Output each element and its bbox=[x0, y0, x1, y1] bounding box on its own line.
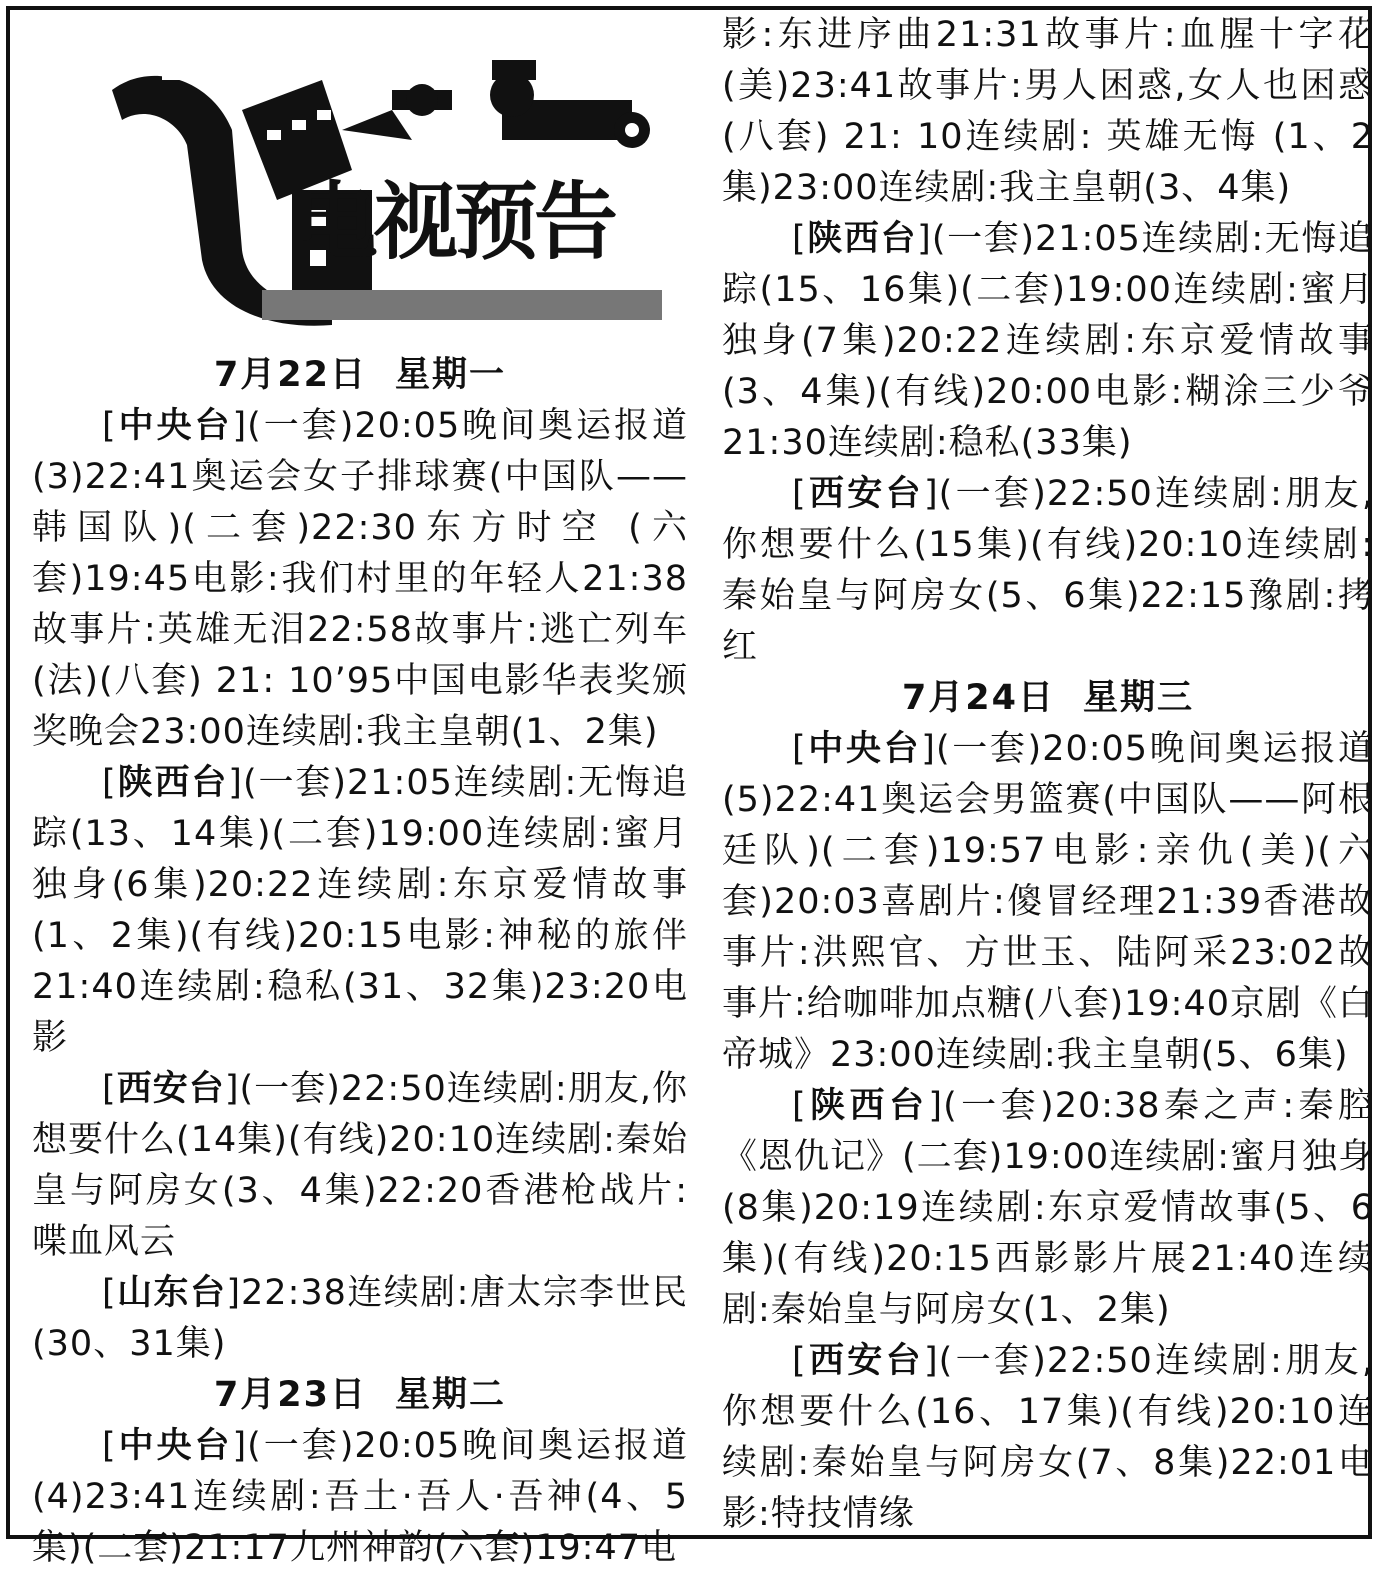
station-name: 中央台 bbox=[806, 729, 922, 769]
weekday-text: 星期一 bbox=[395, 355, 507, 395]
program-text: (一套)20:05晚间奥运报道(5)22:41奥运会男篮赛(中国队——阿根廷队)(二套)19:57电影:亲仇(美)(六套)20:03喜剧片:傻冒经理21:39香港故事片:洪熙官、方世玉、陆阿采23:02故事片:给咖啡加点糖(八套)19:40京剧《白帝城》23:00连续剧:我主皇朝(5、6集) bbox=[722, 729, 1374, 1075]
right-column bbox=[722, 10, 1374, 1540]
program-text: (一套)20:38秦之声:秦腔《恩仇记》(二套)19:00连续剧:蜜月独身(8集)20:19连续剧:东京爱情故事(5、6集)(有线)20:15西影影片展21:40连续剧:秦始皇与阿房女(1、2集) bbox=[722, 1086, 1374, 1330]
program-entry: [山东台]22:38连续剧:唐太宗李世民(30、31集) bbox=[32, 1273, 688, 1364]
program-text: (一套)22:50连续剧:朋友,你想要什么(15集)(有线)20:10连续剧:秦始皇与阿房女(5、6集)22:15豫剧:拷红 bbox=[722, 474, 1374, 667]
station-name: 陕西台 bbox=[806, 219, 918, 259]
program-text: (一套)21:05连续剧:无悔追踪(13、14集)(二套)19:00连续剧:蜜月独身(6集)20:22连续剧:东京爱情故事(1、2集)(有线)20:15电影:神秘的旅伴21:40连续剧:稳私(31、32集)23:20电影 bbox=[32, 763, 689, 1058]
program-text: 22:38连续剧:唐太宗李世民(30、31集) bbox=[32, 1273, 688, 1364]
program-text: (一套)21:05连续剧:无悔追踪(15、16集)(二套)19:00连续剧:蜜月独身(7集)20:22连续剧:东京爱情故事(3、4集)(有线)20:00电影:糊涂三少爷21:30连续剧:稳私(33集) bbox=[722, 219, 1375, 463]
station-name: 西安台 bbox=[806, 474, 924, 514]
date-text: 7月23日 bbox=[213, 1375, 368, 1415]
weekday-text: 星期二 bbox=[395, 1375, 507, 1415]
date-heading bbox=[32, 1370, 688, 1421]
logo-title: 电视预告 bbox=[294, 173, 615, 271]
program-text: (一套)22:50连续剧:朋友,你想要什么(14集)(有线)20:10连续剧:秦始皇与阿房女(3、4集)22:20香港枪战片:喋血风云 bbox=[32, 1069, 688, 1262]
program-text: (一套)22:50连续剧:朋友,你想要什么(16、17集)(有线)20:10连续剧:秦始皇与阿房女(7、8集)22:01电影:特技情缘 bbox=[722, 1341, 1374, 1534]
program-entry: [中央台](一套)20:05晚间奥运报道(5)22:41奥运会男篮赛(中国队——阿根廷队)(二套)19:57电影:亲仇(美)(六套)20:03喜剧片:傻冒经理21:39香港故事片:洪熙官、方世玉、陆阿采23:02故事片:给咖啡加点糖(八套)19:40京剧《白帝城》23:00连续剧:我主皇朝(5、6集) bbox=[722, 729, 1374, 1075]
program-entry: [陕西台](一套)21:05连续剧:无悔追踪(15、16集)(二套)19:00连续剧:蜜月独身(7集)20:22连续剧:东京爱情故事(3、4集)(有线)20:00电影:糊涂三少爷21:30连续剧:稳私(33集) bbox=[722, 219, 1375, 463]
program-entry: [西安台](一套)22:50连续剧:朋友,你想要什么(16、17集)(有线)20:10连续剧:秦始皇与阿房女(7、8集)22:01电影:特技情缘 bbox=[722, 1341, 1374, 1534]
station-name: 中央台 bbox=[116, 406, 233, 446]
program-entry: [陕西台](一套)20:38秦之声:秦腔《恩仇记》(二套)19:00连续剧:蜜月独身(8集)20:19连续剧:东京爱情故事(5、6集)(有线)20:15西影影片展21:40连续剧:秦始皇与阿房女(1、2集) bbox=[722, 1086, 1374, 1330]
date-heading bbox=[32, 350, 688, 401]
program-entry: [陕西台](一套)21:05连续剧:无悔追踪(13、14集)(二套)19:00连续剧:蜜月独身(6集)20:22连续剧:东京爱情故事(1、2集)(有线)20:15电影:神秘的旅伴21:40连续剧:稳私(31、32集)23:20电影 bbox=[32, 763, 689, 1058]
station-name: 西安台 bbox=[806, 1341, 924, 1381]
station-name: 中央台 bbox=[116, 1426, 233, 1466]
station-name: 西安台 bbox=[116, 1069, 225, 1109]
station-name: 山东台 bbox=[116, 1273, 227, 1313]
logo-area bbox=[32, 10, 688, 350]
left-column bbox=[32, 10, 688, 1574]
date-text: 7月22日 bbox=[213, 355, 368, 395]
station-name: 陕西台 bbox=[806, 1086, 929, 1126]
program-text: 影:东进序曲21:31故事片:血腥十字花(美)23:41故事片:男人困惑,女人也困惑(八套) 21: 10连续剧: 英雄无悔 (1、2集)23:00连续剧:我主皇朝(3、4集) bbox=[722, 15, 1374, 208]
station-name: 陕西台 bbox=[116, 763, 229, 803]
program-text: (一套)20:05晚间奥运报道(3)22:41奥运会女子排球赛(中国队——韩国队)(二套)22:30东方时空 (六套)19:45电影:我们村里的年轻人21:38故事片:英雄无泪22:58故事片:逃亡列车(法)(八套) 21: 10’95中国电影华表奖颁奖晚会23:00连续剧:我主皇朝(1、2集) bbox=[32, 406, 688, 752]
program-entry: [中央台](一套)20:05晚间奥运报道(4)23:41连续剧:吾土·吾人·吾神(4、5集)(二套)21:17九州神韵(六套)19:47电 bbox=[32, 1426, 688, 1568]
left-flow bbox=[32, 350, 688, 1574]
program-entry bbox=[722, 10, 1374, 214]
date-text: 7月24日 bbox=[901, 678, 1056, 718]
listing-frame bbox=[6, 6, 1375, 1568]
program-entry: [西安台](一套)22:50连续剧:朋友,你想要什么(15集)(有线)20:10连续剧:秦始皇与阿房女(5、6集)22:15豫剧:拷红 bbox=[722, 474, 1374, 667]
weekday-text: 星期三 bbox=[1083, 678, 1195, 718]
program-entry: [中央台](一套)20:05晚间奥运报道(3)22:41奥运会女子排球赛(中国队——韩国队)(二套)22:30东方时空 (六套)19:45电影:我们村里的年轻人21:38故事片:英雄无泪22:58故事片:逃亡列车(法)(八套) 21: 10’95中国电影华表奖颁奖晚会23:00连续剧:我主皇朝(1、2集) bbox=[32, 406, 688, 752]
program-text: (一套)20:05晚间奥运报道(4)23:41连续剧:吾土·吾人·吾神(4、5集)(二套)21:17九州神韵(六套)19:47电 bbox=[32, 1426, 688, 1568]
date-heading bbox=[722, 673, 1374, 724]
right-flow bbox=[722, 10, 1374, 1540]
program-entry: [西安台](一套)22:50连续剧:朋友,你想要什么(14集)(有线)20:10连续剧:秦始皇与阿房女(3、4集)22:20香港枪战片:喋血风云 bbox=[32, 1069, 688, 1262]
